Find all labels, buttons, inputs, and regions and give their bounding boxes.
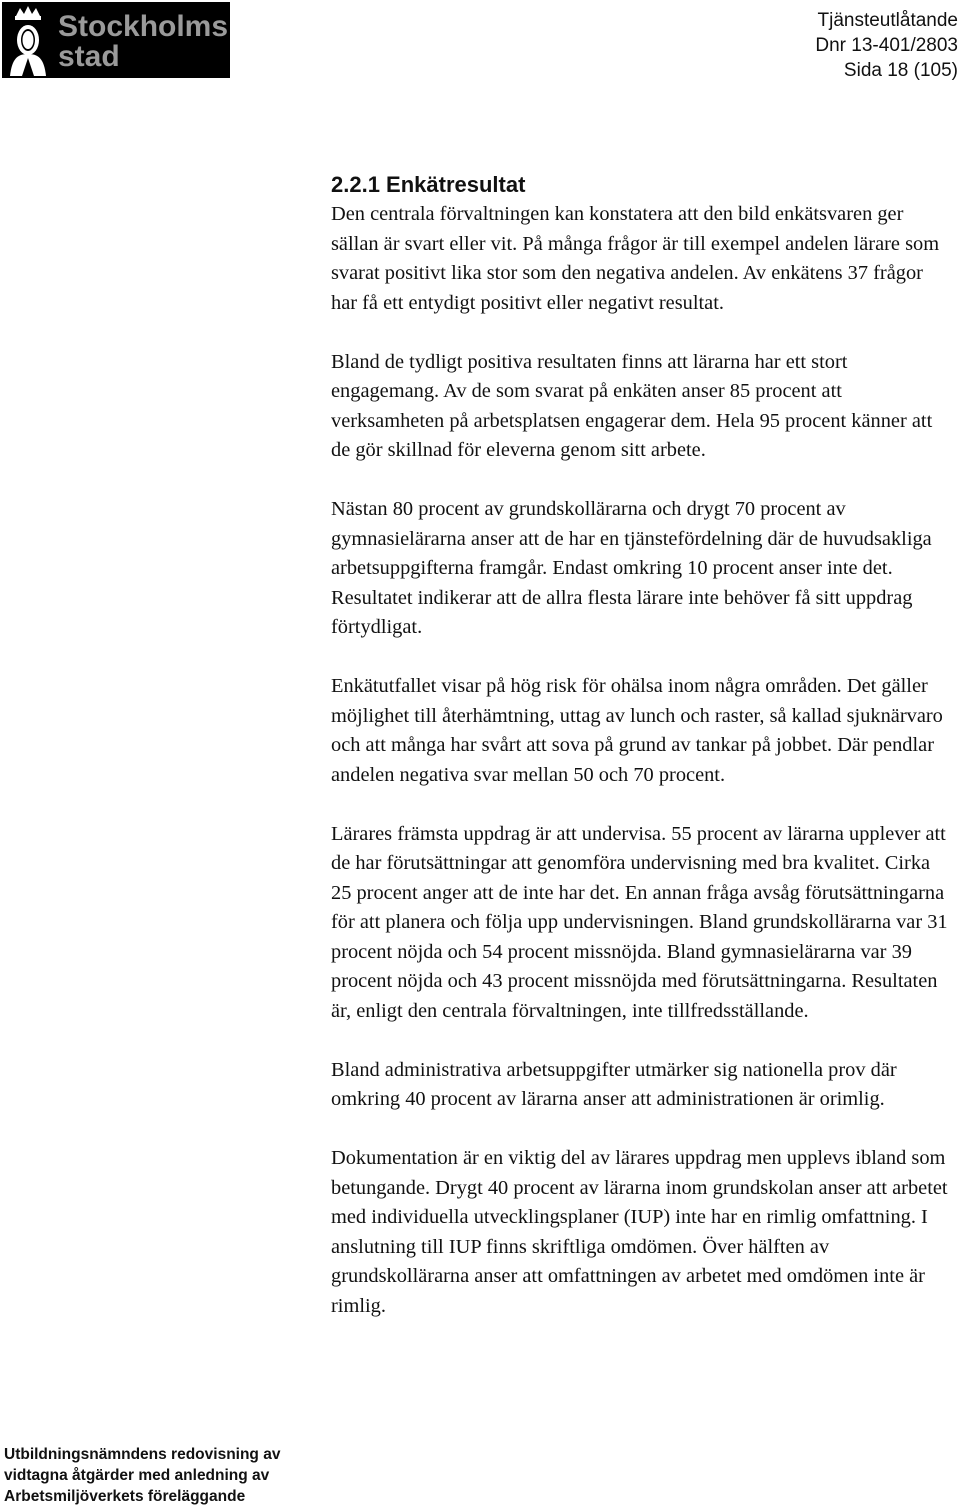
document-type: Tjänsteutlåtande bbox=[817, 10, 958, 31]
paragraph-1: Den centrala förvaltningen kan konstatera att den bild enkätsvaren ger sällan är svart eller vit. På många frågor är till exempel andelen lärare som svarat positivt lika stor som den negativa andelen. Av enkätens 37 frågor har få ett entydigt positivt eller negativt resultat. bbox=[331, 203, 940, 314]
section-heading: 2.2.1 Enkätresultat bbox=[331, 172, 526, 197]
stockholms-stad-logo bbox=[2, 2, 230, 78]
paragraph-7: Dokumentation är en viktig del av lärares uppdrag men upplevs ibland som betungande. Drygt 40 procent av lärarna inom grundskolan anser att arbetet med individuella utvecklingsplaner (IUP) inte har en rimlig omfattning. I anslutning till IUP finns skriftliga omdömen. Över hälften av grundskollärarna anser att omfattningen av arbetet med omdömen inte är rimlig. bbox=[331, 1147, 948, 1317]
document-number: Dnr 13-401/2803 bbox=[815, 35, 958, 56]
footer-line-3: Arbetsmiljöverkets föreläggande bbox=[4, 1488, 246, 1505]
paragraph-2: Bland de tydligt positiva resultaten finns att lärarna har ett stort engagemang. Av de som svarat på enkäten anser 85 procent att verksamheten på arbetsplatsen engagerar dem. Hela 95 procent känner att de gör skillnad för eleverna genom sitt arbete. bbox=[331, 350, 933, 461]
page-number: Sida 18 (105) bbox=[843, 60, 958, 81]
paragraph-6: Bland administrativa arbetsuppgifter utmärker sig nationella prov där omkring 40 procent av lärarna anser att administrationen är orimlig. bbox=[331, 1058, 897, 1110]
document-body bbox=[331, 170, 951, 1351]
paragraph-3: Nästan 80 procent av grundskollärarna och drygt 70 procent av gymnasielärarna anser att de har en tjänstefördelning där de huvudsakliga arbetsuppgifterna framgår. Endast omkring 10 procent anser inte det. Resultatet indikerar att de allra flesta lärare inte behöver få sitt uppdrag förtydligat. bbox=[331, 498, 932, 638]
logo-text-line2: stad bbox=[58, 40, 120, 73]
document-header-meta bbox=[815, 8, 958, 83]
footer-line-1: Utbildningsnämndens redovisning av bbox=[4, 1446, 281, 1463]
paragraph-4: Enkätutfallet visar på hög risk för ohälsa inom några områden. Det gäller möjlighet till återhämtning, uttag av lunch och raster, så kallad sjuknärvaro och att många har svårt att sova på grund av tankar på jobbet. Där pendlar andelen negativa svar mellan 50 och 70 procent. bbox=[331, 675, 943, 786]
paragraph-5: Lärares främsta uppdrag är att undervisa. 55 procent av lärarna upplever att de har förutsättningar att genomföra undervisning med bra kvalitet. Cirka 25 procent anger att de inte har det. En annan fråga avsåg förutsättningarna för att planera och följa upp undervisningen. Bland grundskollärarna var 31 procent nöjda och 54 procent missnöjda. Bland gymnasielärarna var 39 procent nöjda och 43 procent missnöjda med förutsättningarna. Resultaten är, enligt den centrala förvaltningen, inte tillfredsställande. bbox=[331, 822, 948, 1022]
footer-line-2: vidtagna åtgärder med anledning av bbox=[4, 1467, 270, 1484]
document-footer bbox=[4, 1444, 304, 1507]
logo-text-line1: Stockholms bbox=[58, 10, 229, 43]
logo-emblem-icon bbox=[2, 2, 230, 78]
